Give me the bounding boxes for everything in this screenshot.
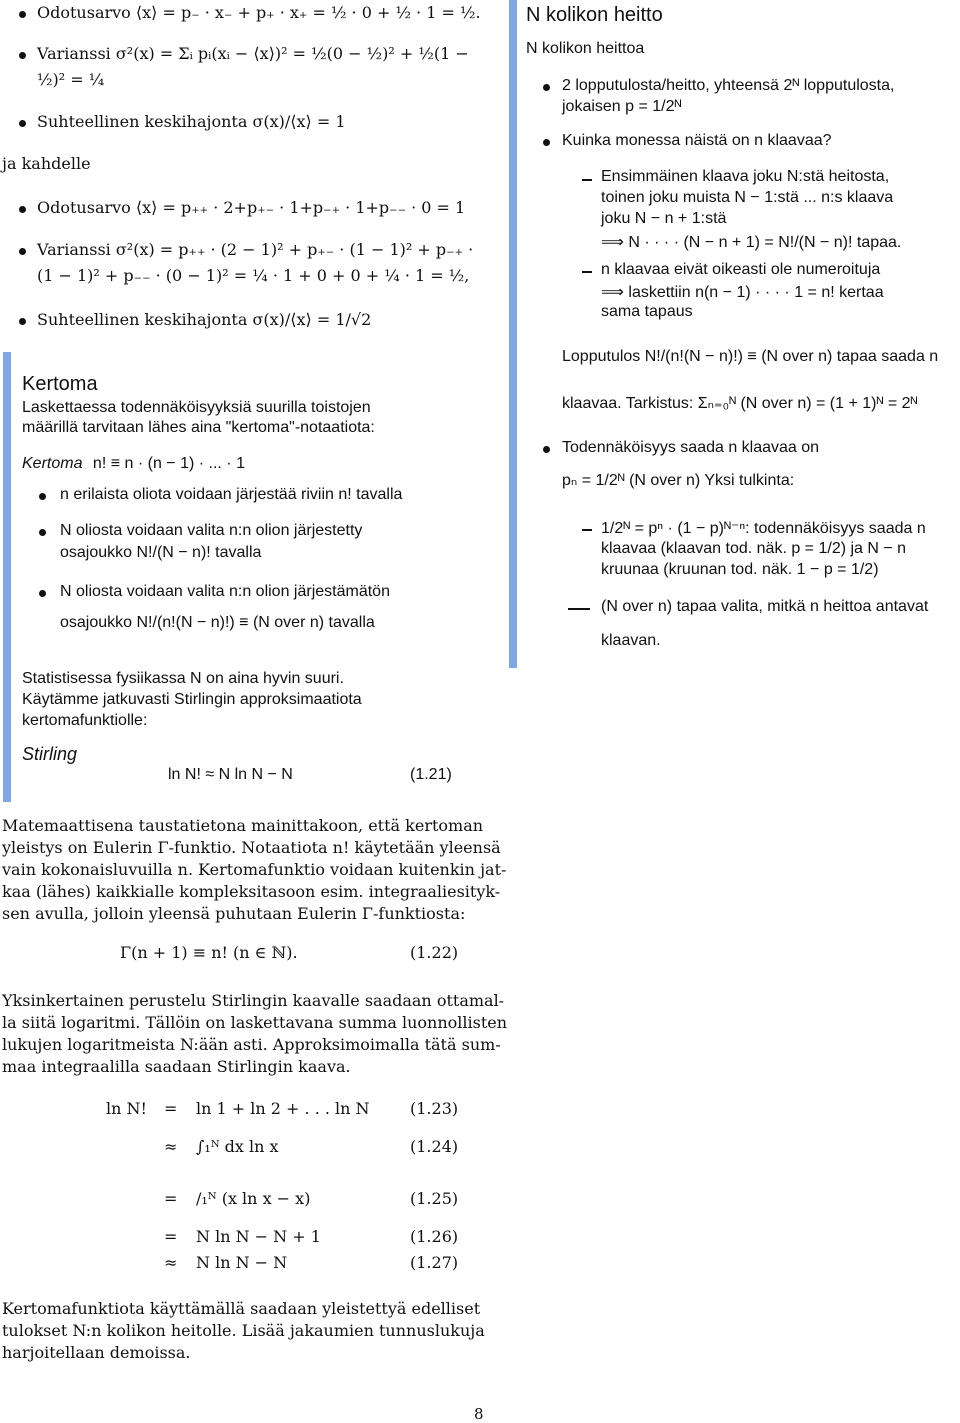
right-sub-3-line1: 1/2ᴺ = pⁿ · (1 − p)ᴺ⁻ⁿ: todennäköisyys saada n [601, 520, 926, 537]
right-sub-4-line1: (N over n) tapaa valita, mitkä n heittoa antavat [601, 598, 929, 615]
paragraph-line: Matemaattisena taustatietona mainittakoon, että kertoman [2, 816, 484, 835]
bullet-dot [19, 248, 26, 255]
right-item-3: Todennäköisyys saada n klaavaa on [562, 439, 820, 456]
paragraph-line: harjoitellaan demoissa. [2, 1343, 191, 1362]
right-item-2: Kuinka monessa näistä on n klaavaa? [562, 132, 832, 149]
stirling-text-line2: Käytämme jatkuvasti Stirlingin approksimaatiota [22, 691, 362, 708]
eqarray-rel: = [164, 1189, 178, 1208]
eqarray-rhs: ln 1 + ln 2 + . . . ln N [196, 1099, 370, 1118]
dash-marker [568, 608, 590, 610]
kertoma-def-formula: n! ≡ n · (n − 1) · ... · 1 [92, 455, 245, 472]
bullet-dot [39, 493, 46, 500]
bullet-dot [39, 590, 46, 597]
eqarray-number: (1.25) [410, 1189, 459, 1208]
expectation-pair: Odotusarvo ⟨x⟩ = p₊₊ · 2+p₊₋ · 1+p₋₊ · 1+p₋₋ · 0 = 1 [37, 198, 466, 217]
bullet-dot [19, 120, 26, 127]
paragraph-line: vain kokonaisluvuilla n. Kertomafunktio voidaan kuitenkin jat- [2, 860, 507, 879]
kertoma-definition [22, 455, 245, 473]
kertoma-item-1: n erilaista oliota voidaan järjestää riviin n! tavalla [60, 486, 403, 503]
bullet-dot [543, 139, 550, 146]
variance-single-line1: Varianssi σ²(x) = Σᵢ pᵢ(xᵢ − ⟨x⟩)² = ½(0 − ½)² + ½(1 − [37, 44, 469, 63]
paragraph-line: Kertomafunktiota käyttämällä saadaan yleistettyä edelliset [2, 1299, 481, 1318]
right-sub-1-line4: ⟹ N · · · · (N − n + 1) = N!/(N − n)! tapaa. [601, 234, 902, 251]
bullet-dot [543, 84, 550, 91]
eqarray-number: (1.23) [410, 1099, 459, 1118]
eqarray-rhs: ∫₁ᴺ dx ln x [196, 1137, 279, 1156]
eqarray-number: (1.27) [410, 1253, 459, 1272]
bullet-dot [39, 529, 46, 536]
kertoma-item-3-line2: osajoukko N!/(n!(N − n)!) ≡ (N over n) tavalla [60, 614, 375, 631]
right-sub-2-line1: n klaavaa eivät oikeasti ole numeroituja [601, 261, 881, 278]
paragraph-line: tulokset N:n kolikon heitolle. Lisää jakaumien tunnuslukuja [2, 1321, 485, 1340]
bullet-dot [19, 52, 26, 59]
stirling-eq-number: (1.21) [410, 766, 452, 783]
variance-single-line2: ½)² = ¼ [37, 70, 105, 89]
eqarray-rhs: N ln N − N + 1 [196, 1227, 321, 1246]
kertoma-item-2-line2: osajoukko N!/(N − n)! tavalla [60, 544, 262, 561]
paragraph-line: lukujen logaritmeista N:ään asti. Approksimoimalla tätä sum- [2, 1035, 501, 1054]
accent-bar-left [3, 352, 11, 802]
right-sub-1-line1: Ensimmäinen klaava joku N:stä heitosta, [601, 168, 890, 185]
bullet-dot [19, 318, 26, 325]
kertoma-def-label: Kertoma [22, 455, 83, 472]
right-sub-1-line3: joku N − n + 1:stä [601, 210, 727, 227]
paragraph-line: la siitä logaritmi. Tällöin on laskettavana summa luonnollisten [2, 1013, 508, 1032]
expectation-single: Odotusarvo ⟨x⟩ = p₋ · x₋ + p₊ · x₊ = ½ · 0 + ½ · 1 = ½. [37, 3, 481, 22]
bullet-dot [543, 446, 550, 453]
eqarray-rel: ≈ [164, 1253, 178, 1272]
kertoma-intro-line2: määrillä tarvitaan lähes aina "kertoma"-notaatiota: [22, 419, 375, 436]
variance-pair-line2: (1 − 1)² + p₋₋ · (0 − 1)² = ¼ · 1 + 0 + 0 + ¼ · 1 = ½, [37, 266, 470, 285]
right-result-line2: klaavaa. Tarkistus: Σₙ₌₀ᴺ (N over n) = (1 + 1)ᴺ = 2ᴺ [562, 395, 918, 412]
right-sub-1-line2: toinen joku muista N − 1:stä ... n:s klaava [601, 189, 894, 206]
right-item-1-line2: jokaisen p = 1/2ᴺ [562, 98, 682, 115]
eqarray-number: (1.26) [410, 1227, 459, 1246]
eqarray-rel: ≈ [164, 1137, 178, 1156]
dash-marker [582, 179, 592, 181]
page-number: 8 [474, 1405, 484, 1423]
dash-marker [582, 529, 592, 531]
right-subtitle: N kolikon heittoa [526, 40, 645, 57]
paragraph-line: yleistys on Eulerin Γ-funktio. Notaatiota n! käytetään yleensä [2, 838, 501, 857]
kertoma-intro-line1: Laskettaessa todennäköisyyksiä suurilla toistojen [22, 399, 371, 416]
kertoma-item-2-line1: N oliosta voidaan valita n:n olion järjestetty [60, 522, 363, 539]
eqarray-rel: = [164, 1099, 178, 1118]
right-sub-2-line3: sama tapaus [601, 303, 693, 320]
right-sub-3-line2: klaavaa (klaavan tod. näk. p = 1/2) ja N − n [601, 540, 907, 557]
equation-number-1-22: (1.22) [410, 943, 459, 962]
variance-pair-line1: Varianssi σ²(x) = p₊₊ · (2 − 1)² + p₊₋ · (1 − 1)² + p₋₊ · [37, 240, 474, 259]
stirling-text-line3: kertomafunktiolle: [22, 712, 148, 729]
kertoma-heading: Kertoma [22, 373, 98, 395]
kertoma-item-3-line1: N oliosta voidaan valita n:n olion järjestämätön [60, 583, 390, 600]
paragraph-line: kaa (lähes) kaikkialle kompleksitasoon esim. integraaliesityk- [2, 882, 501, 901]
eqarray-lhs: ln N! [106, 1099, 147, 1118]
stirling-text-line1: Statistisessa fysiikassa N on aina hyvin suuri. [22, 670, 344, 687]
right-result-line1: Lopputulos N!/(n!(N − n)!) ≡ (N over n) tapaa saada n [562, 348, 939, 365]
accent-bar-right [509, 0, 517, 668]
eqarray-rhs: N ln N − N [196, 1253, 288, 1272]
dash-marker [582, 271, 592, 273]
rel-std-pair: Suhteellinen keskihajonta σ(x)/⟨x⟩ = 1/√2 [37, 310, 372, 329]
bullet-dot [19, 206, 26, 213]
paragraph-line: Yksinkertainen perustelu Stirlingin kaavalle saadaan ottamal- [2, 991, 505, 1010]
eqarray-rel: = [164, 1227, 178, 1246]
ja-kahdelle: ja kahdelle [2, 154, 91, 173]
stirling-label: Stirling [22, 744, 78, 764]
rel-std-single: Suhteellinen keskihajonta σ(x)/⟨x⟩ = 1 [37, 112, 346, 131]
right-sub-2-line2: ⟹ laskettiin n(n − 1) · · · · 1 = n! kertaa [601, 284, 884, 301]
equation-1-22: Γ(n + 1) ≡ n! (n ∈ ℕ). [120, 943, 298, 962]
right-heading: N kolikon heitto [526, 4, 663, 26]
eqarray-number: (1.24) [410, 1137, 459, 1156]
paragraph-line: sen avulla, jolloin yleensä puhutaan Eulerin Γ-funktiosta: [2, 904, 466, 923]
stirling-formula: ln N! ≈ N ln N − N [168, 766, 293, 783]
eqarray-rhs: /₁ᴺ (x ln x − x) [196, 1189, 311, 1208]
right-item-3-formula: pₙ = 1/2ᴺ (N over n) Yksi tulkinta: [562, 472, 795, 489]
right-item-1-line1: 2 lopputulosta/heitto, yhteensä 2ᴺ lopputulosta, [562, 77, 895, 94]
paragraph-line: maa integraalilla saadaan Stirlingin kaava. [2, 1057, 351, 1076]
right-sub-3-line3: kruunaa (kruunan tod. näk. 1 − p = 1/2) [601, 561, 879, 578]
bullet-dot [19, 11, 26, 18]
right-sub-4-line2: klaavan. [601, 632, 661, 649]
